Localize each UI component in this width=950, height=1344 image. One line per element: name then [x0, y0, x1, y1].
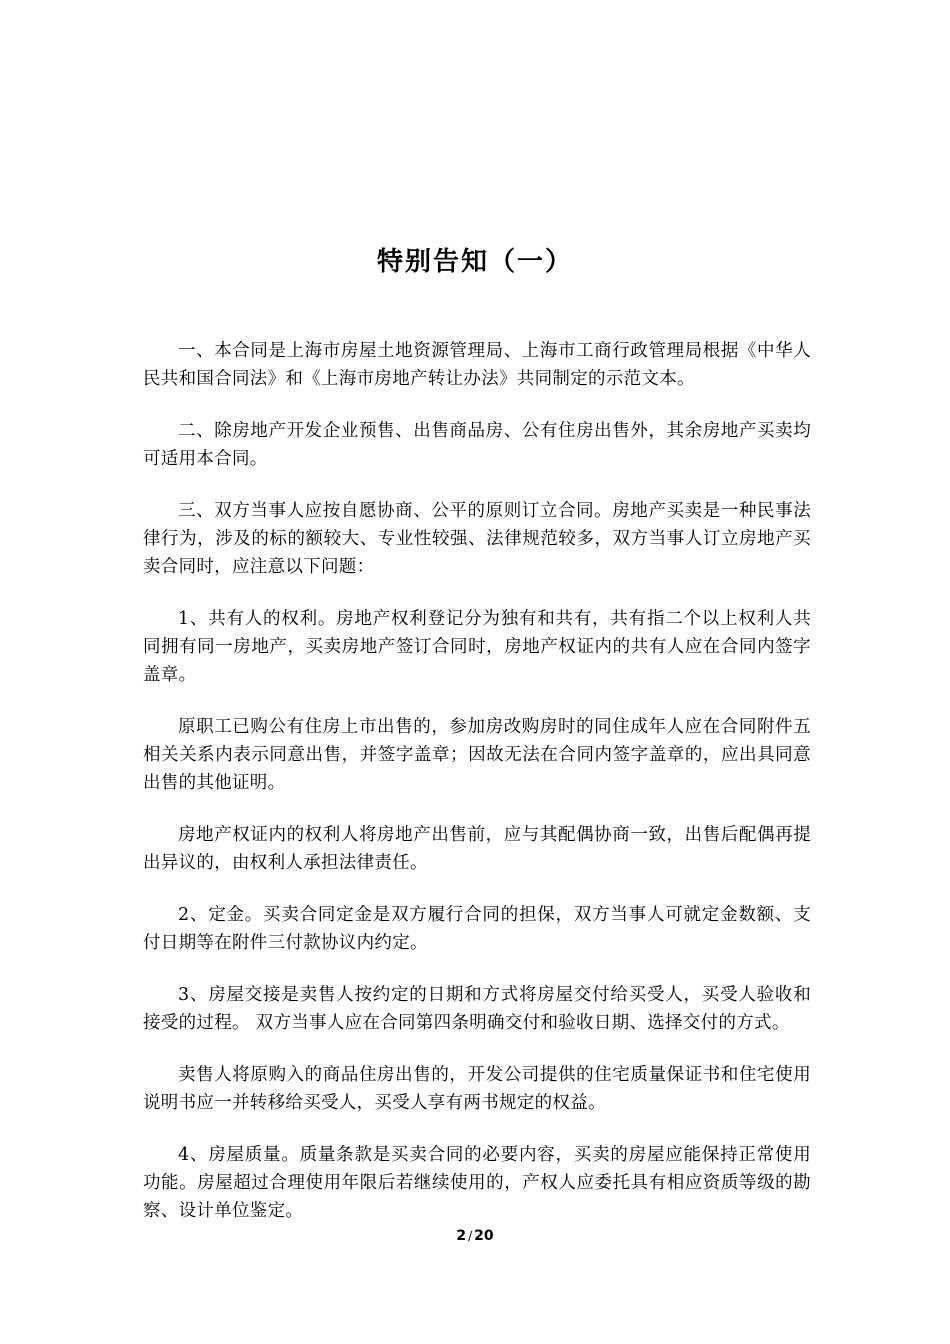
- paragraph-1: 一、本合同是上海市房屋土地资源管理局、上海市工商行政管理局根据《中华人民共和国合同法》和《上海市房地产转让办法》共同制定的示范文本。: [143, 341, 811, 389]
- page-number-separator: /: [468, 1229, 473, 1243]
- paragraph-9: 卖售人将原购入的商品住房出售的，开发公司提供的住宅质量保证书和住宅使用说明书应一并转移给买受人，买受人享有两书规定的权益。: [143, 1065, 811, 1113]
- current-page-number: 2: [456, 1228, 467, 1244]
- paragraph-8: 3、房屋交接是卖售人按约定的日期和方式将房屋交付给买受人，买受人验收和接受的过程。 双方当事人应在合同第四条明确交付和验收日期、选择交付的方式。: [143, 985, 811, 1033]
- paragraph-2: 二、除房地产开发企业预售、出售商品房、公有住房出售外，其余房地产买卖均可适用本合同。: [143, 421, 811, 469]
- document-body: [143, 337, 811, 1249]
- paragraph-10: 4、房屋质量。质量条款是买卖合同的必要内容，买卖的房屋应能保持正常使用功能。房屋超过合理使用年限后若继续使用的，产权人应委托具有相应资质等级的勘察、设计单位鉴定。: [143, 1145, 811, 1221]
- paragraph-5: 原职工已购公有住房上市出售的，参加房改购房时的同住成年人应在合同附件五相关关系内表示同意出售，并签字盖章；因故无法在合同内签字盖章的，应出具同意出售的其他证明。: [143, 717, 811, 793]
- paragraph-6: 房地产权证内的权利人将房地产出售前，应与其配偶协商一致，出售后配偶再提出异议的，由权利人承担法律责任。: [143, 825, 811, 873]
- total-pages-number: 20: [474, 1228, 494, 1244]
- paragraph-4: 1、共有人的权利。房地产权利登记分为独有和共有，共有指二个以上权利人共同拥有同一房地产，买卖房地产签订合同时，房地产权证内的共有人应在合同内签字盖章。: [143, 609, 811, 685]
- paragraph-3: 三、双方当事人应按自愿协商、公平的原则订立合同。房地产买卖是一种民事法律行为，涉及的标的额较大、专业性较强、法律规范较多，双方当事人订立房地产买卖合同时，应注意以下问题：: [143, 501, 811, 577]
- page-title: 特别告知（一）: [376, 247, 573, 277]
- paragraph-7: 2、定金。买卖合同定金是双方履行合同的担保，双方当事人可就定金数额、支付日期等在附件三付款协议内约定。: [143, 905, 811, 953]
- page-number: [0, 1226, 950, 1246]
